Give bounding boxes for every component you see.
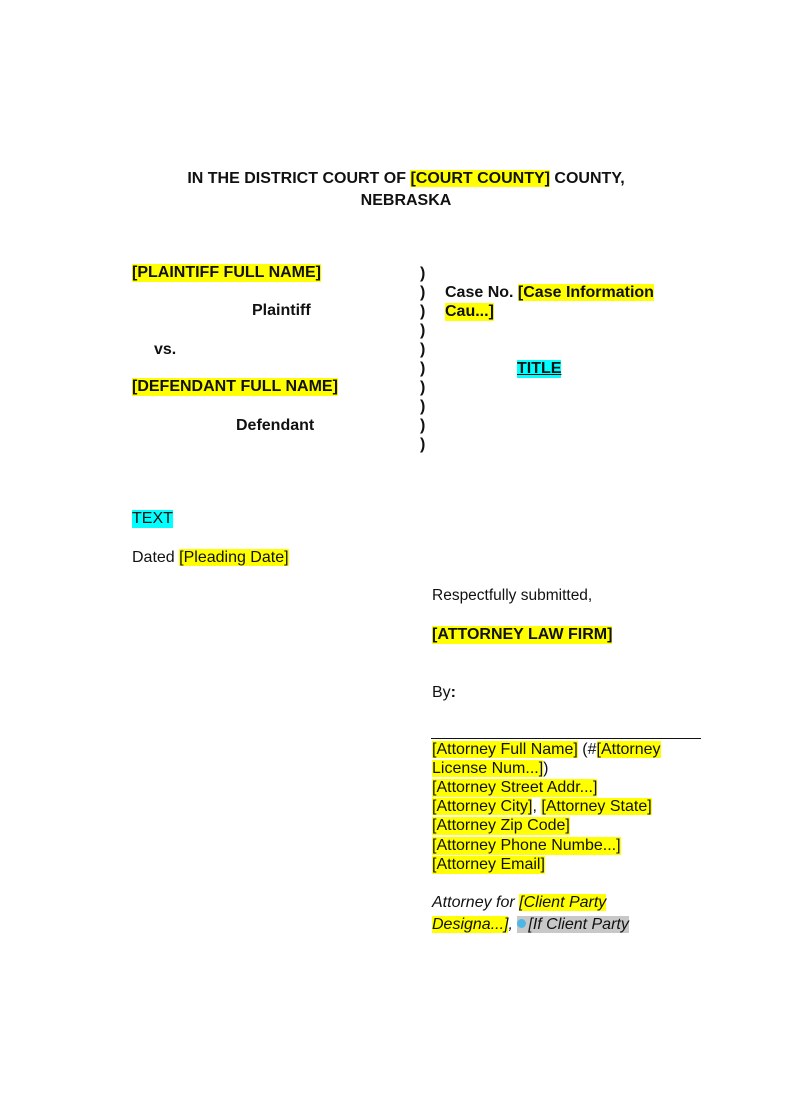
defendant-label: Defendant	[236, 417, 315, 434]
case-info-field-continued[interactable]: Cau...]	[445, 303, 494, 320]
case-info-field[interactable]: [Case Information	[517, 284, 654, 301]
client-party-field[interactable]: [Client Party	[519, 894, 607, 911]
caption-parenthesis-column	[420, 264, 425, 454]
law-firm-field[interactable]: [ATTORNEY LAW FIRM]	[432, 626, 613, 643]
dated-label: Dated	[132, 549, 180, 566]
pleading-date-field[interactable]: [Pleading Date]	[179, 549, 289, 566]
dated-line	[132, 549, 289, 567]
license-prefix: (#	[577, 741, 597, 758]
attorney-for-label: Attorney for	[432, 894, 520, 911]
conditional-client-party-field[interactable]	[517, 916, 628, 933]
paren: )	[420, 322, 426, 339]
attorney-for-line	[432, 894, 606, 912]
by-label: By	[432, 684, 451, 701]
paren: )	[420, 284, 426, 301]
paren: )	[420, 398, 426, 415]
client-party-line	[432, 916, 629, 934]
license-line	[432, 760, 548, 778]
plaintiff-label: Plaintiff	[252, 302, 311, 319]
by-line	[432, 684, 456, 702]
closing-text: Respectfully submitted,	[432, 587, 593, 604]
attorney-name-field[interactable]: [Attorney Full Name]	[432, 741, 578, 758]
attorney-name-line	[432, 741, 661, 759]
court-county-field[interactable]: [COURT COUNTY]	[410, 170, 550, 187]
court-prefix: IN THE DISTRICT COURT OF	[187, 170, 411, 187]
city-state-line	[432, 798, 652, 816]
city-separator: ,	[532, 798, 542, 815]
plaintiff-name-field[interactable]: [PLAINTIFF FULL NAME]	[132, 264, 322, 281]
paren: )	[420, 436, 426, 453]
phone-field[interactable]: [Attorney Phone Numbe...]	[432, 837, 621, 854]
city-field[interactable]: [Attorney City]	[432, 798, 533, 815]
license-close: )	[543, 760, 549, 777]
state-field[interactable]: [Attorney State]	[541, 798, 652, 815]
paren: )	[420, 379, 426, 396]
court-heading	[0, 170, 800, 188]
conditional-client-party-text: [If Client Party	[528, 916, 629, 933]
paren: )	[420, 417, 426, 434]
defendant-name-field[interactable]: [DEFENDANT FULL NAME]	[132, 378, 338, 395]
paren: )	[420, 341, 426, 358]
paren: )	[420, 303, 426, 320]
paren: )	[420, 265, 426, 282]
document-title-field[interactable]: TITLE	[517, 360, 562, 377]
signature-line	[431, 738, 701, 739]
client-party-field-continued[interactable]: Designa...]	[432, 916, 509, 933]
case-number	[445, 284, 654, 302]
body-text-field[interactable]: TEXT	[132, 510, 173, 527]
license-field[interactable]: [Attorney	[596, 741, 661, 758]
paren: )	[420, 360, 426, 377]
court-state: NEBRASKA	[360, 192, 452, 209]
by-colon: :	[450, 684, 456, 701]
street-address-field[interactable]: [Attorney Street Addr...]	[432, 779, 598, 796]
conditional-marker-icon	[517, 919, 526, 928]
versus-label: vs.	[154, 341, 177, 358]
case-number-label: Case No.	[445, 284, 518, 301]
zip-code-field[interactable]: [Attorney Zip Code]	[432, 817, 570, 834]
comma: ,	[508, 916, 518, 933]
email-field[interactable]: [Attorney Email]	[432, 856, 545, 873]
license-field-continued[interactable]: License Num...]	[432, 760, 544, 777]
court-suffix: COUNTY,	[549, 170, 625, 187]
